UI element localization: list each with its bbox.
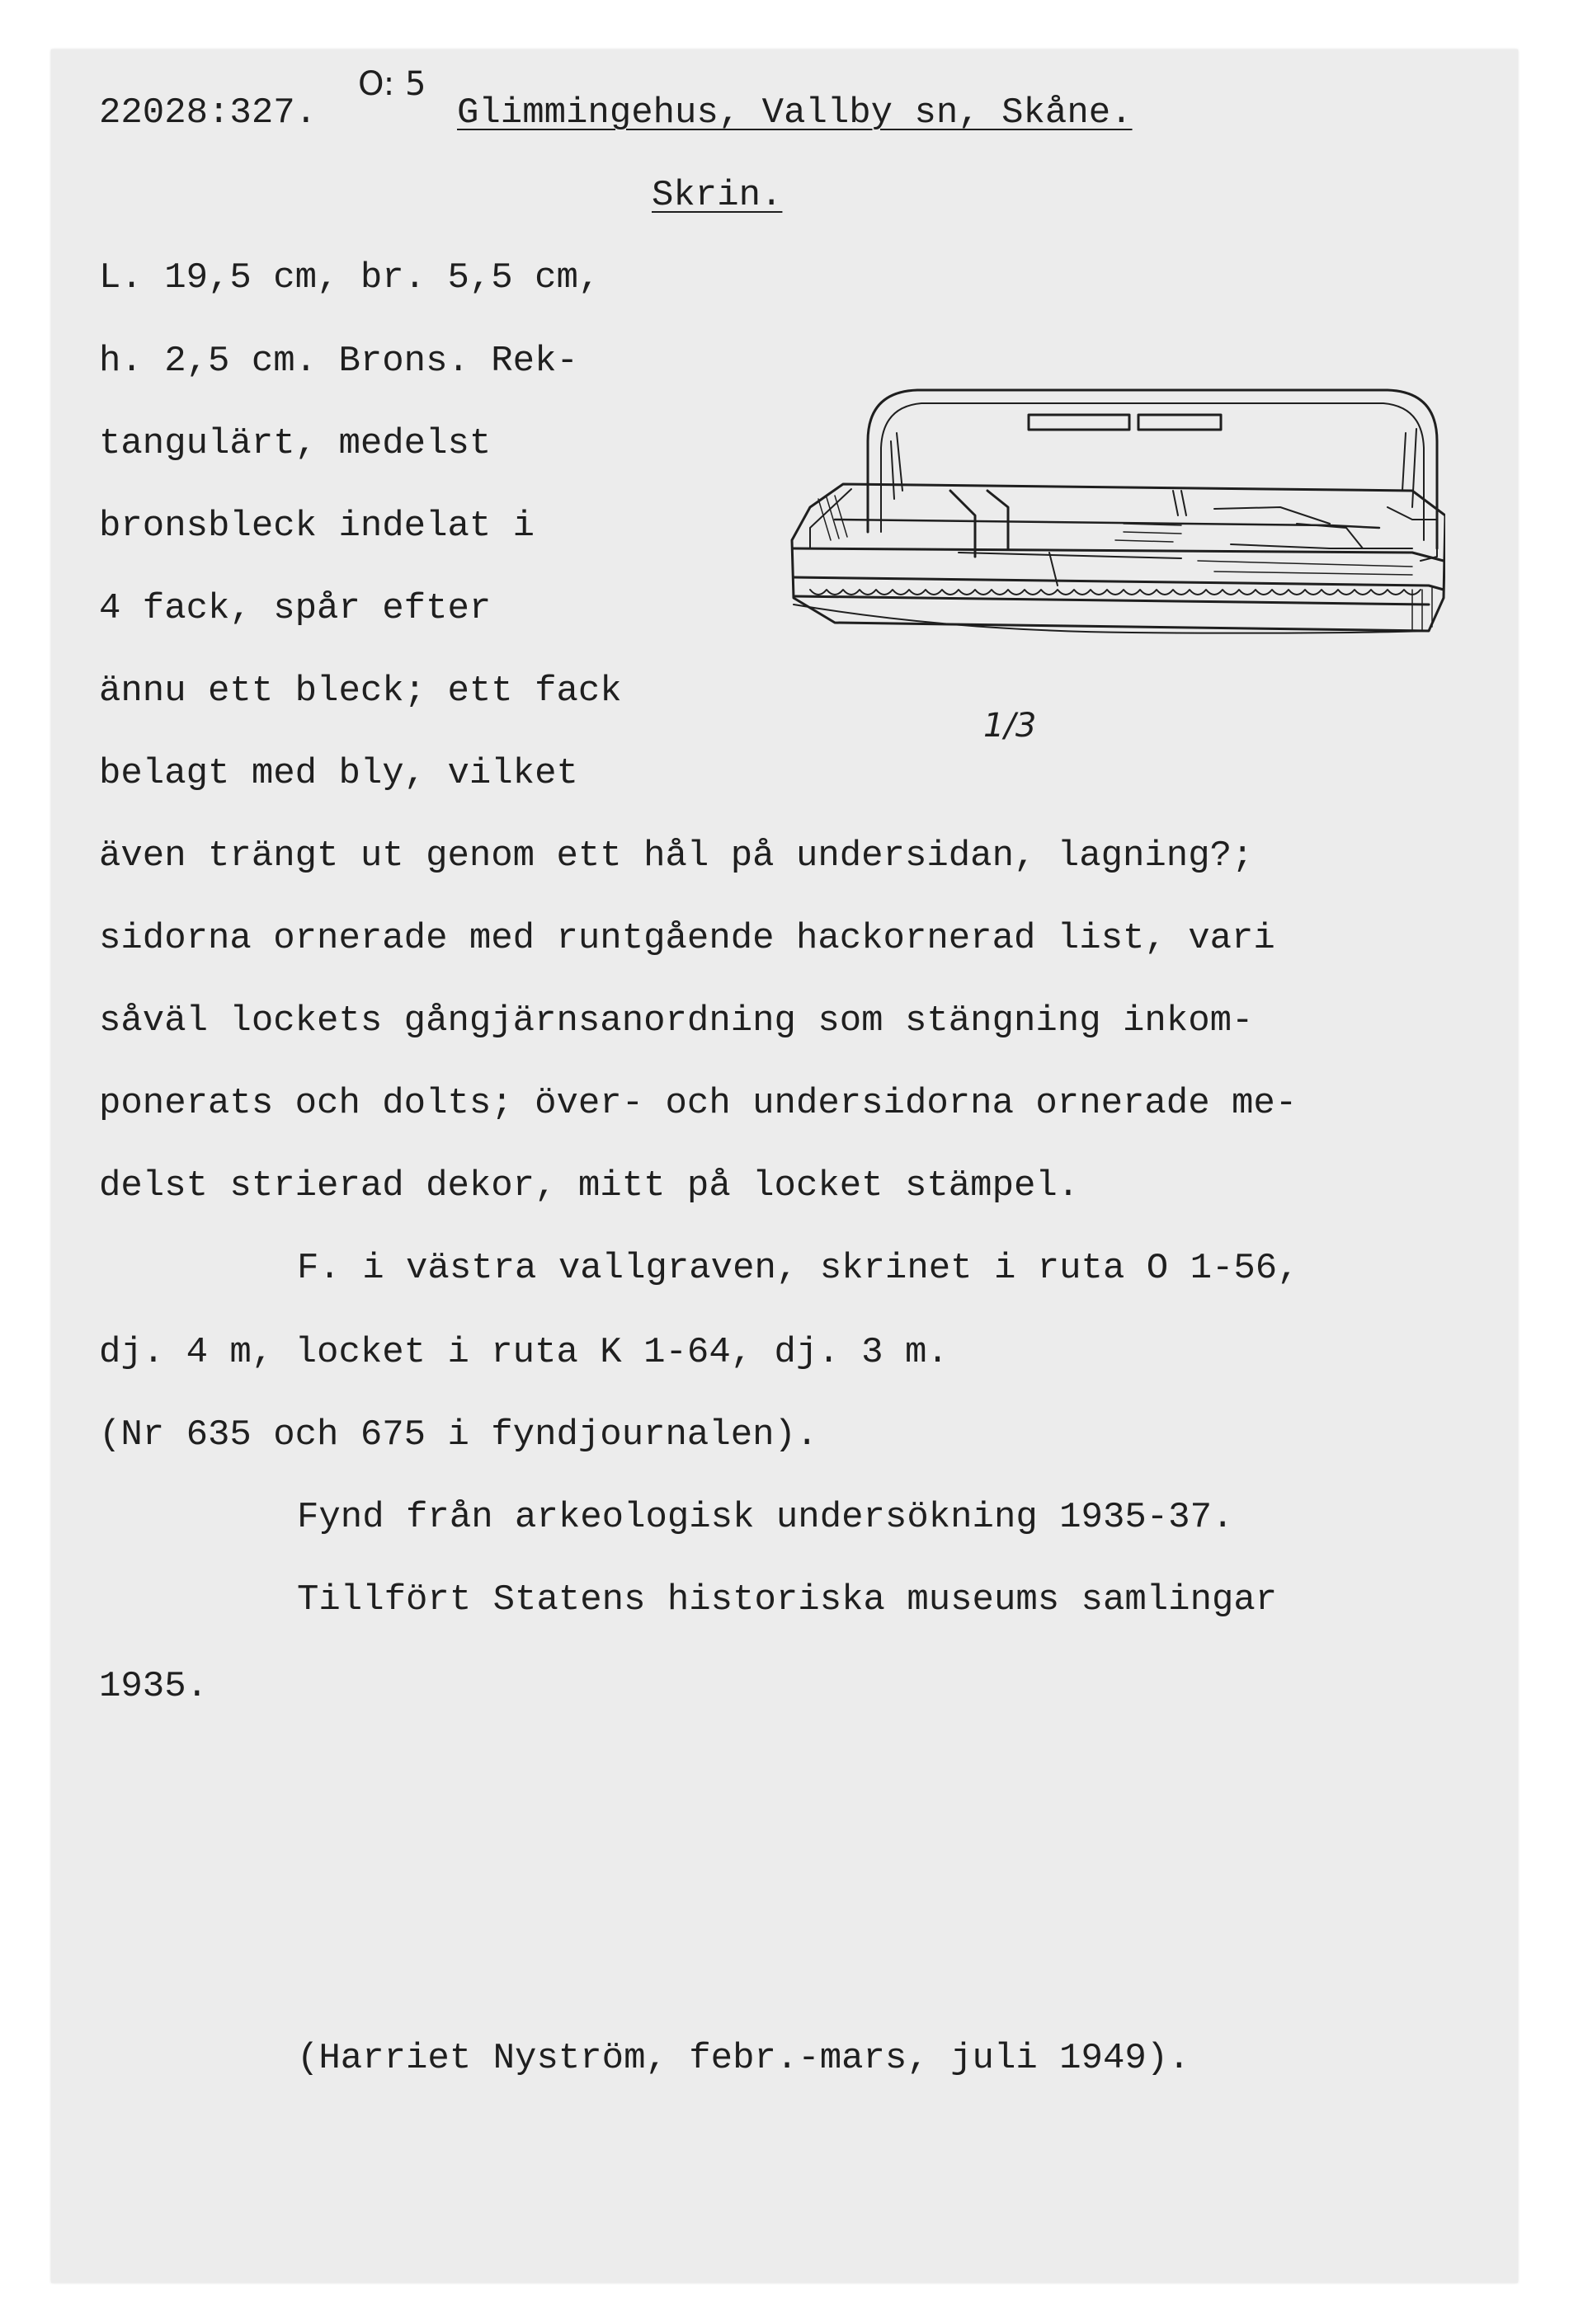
find-line: 1935. <box>99 1666 209 1707</box>
description-line: sidorna ornerade med runtgående hackornerad list, vari <box>99 918 1275 959</box>
scale-label: 1/3 <box>983 707 1037 745</box>
find-line: Tillfört Statens historiska museums samlingar <box>297 1579 1278 1621</box>
description-line: L. 19,5 cm, br. 5,5 cm, <box>99 257 601 299</box>
catalog-note: O: 5 <box>358 65 426 103</box>
description-line: även trängt ut genom ett hål på undersidan, lagning?; <box>99 835 1254 877</box>
author-credit: (Harriet Nyström, febr.-mars, juli 1949). <box>297 2038 1190 2079</box>
site-title: Glimmingehus, Vallby sn, Skåne. <box>457 92 1133 134</box>
description-line: belagt med bly, vilket <box>99 753 578 794</box>
description-line: ponerats och dolts; över- och undersidorna ornerade me- <box>99 1083 1298 1124</box>
description-line: tangulärt, medelst <box>99 423 492 464</box>
find-line: (Nr 635 och 675 i fyndjournalen). <box>99 1414 818 1456</box>
description-line: bronsbleck indelat i <box>99 506 535 547</box>
find-line: Fynd från arkeologisk undersökning 1935-37. <box>297 1497 1234 1538</box>
description-line: 4 fack, spår efter <box>99 588 492 629</box>
description-line: såväl lockets gångjärnsanordning som stängning inkom- <box>99 1000 1254 1042</box>
object-title: Skrin. <box>652 175 783 216</box>
description-line: delst strierad dekor, mitt på locket stämpel. <box>99 1165 1080 1207</box>
casket-drawing <box>785 383 1445 750</box>
catalog-number: 22028:327. <box>99 92 318 134</box>
find-line: F. i västra vallgraven, skrinet i ruta O 1-56, <box>297 1248 1299 1289</box>
catalog-card <box>51 49 1518 2283</box>
description-line: h. 2,5 cm. Brons. Rek- <box>99 341 578 382</box>
description-line: ännu ett bleck; ett fack <box>99 670 622 712</box>
find-line: dj. 4 m, locket i ruta K 1-64, dj. 3 m. <box>99 1332 949 1373</box>
